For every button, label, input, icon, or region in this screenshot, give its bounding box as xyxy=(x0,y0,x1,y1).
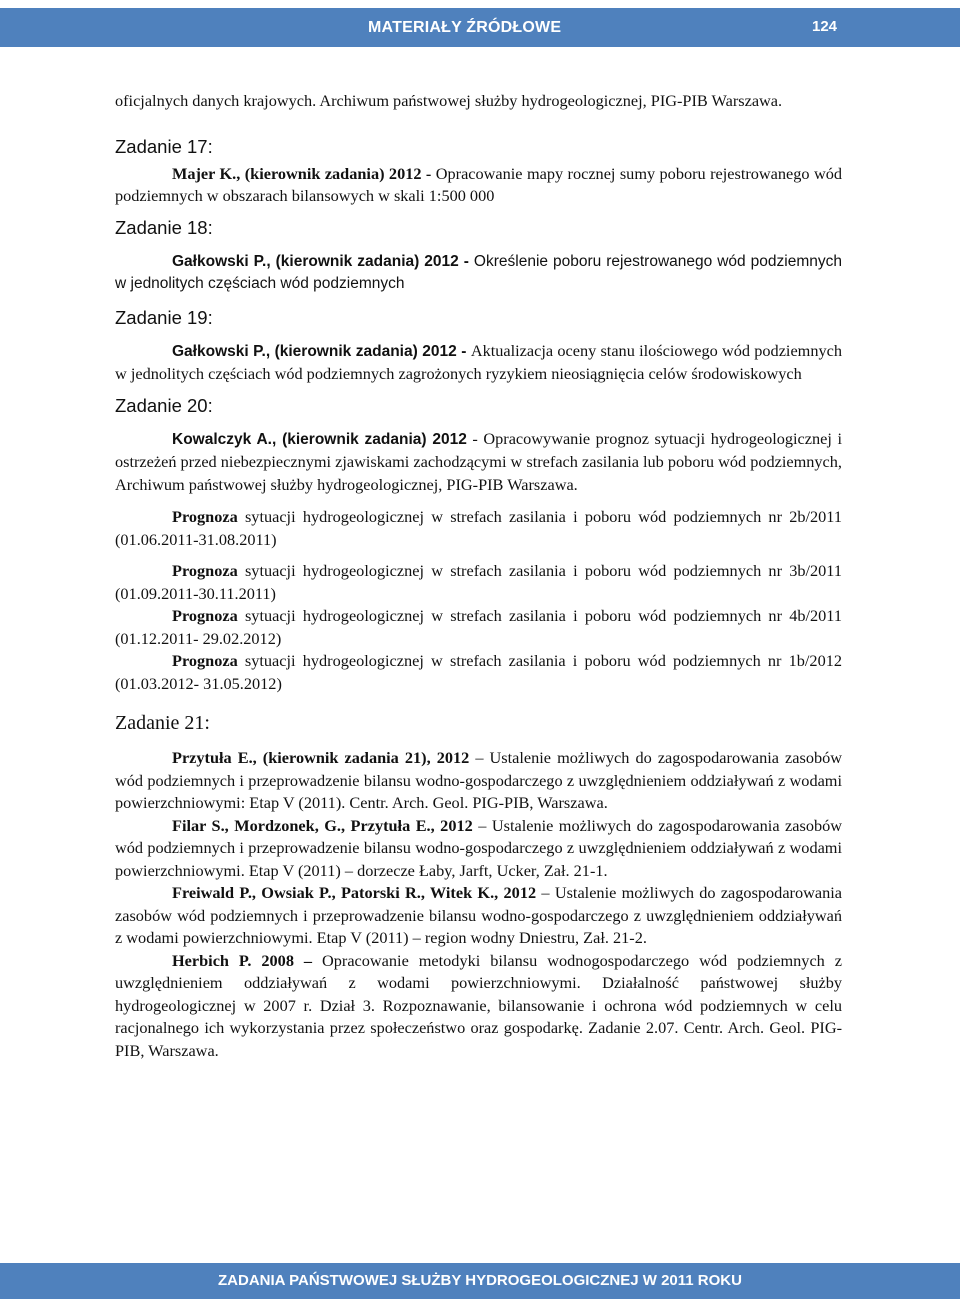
forecast-item xyxy=(115,650,842,695)
heading-zadanie-20: Zadanie 20: xyxy=(115,394,213,416)
reference-text: Opracowanie metodyki bilansu wodnogospodarczego wód podziemnych z uwzględnieniem oddziaływań z wodami powierzchniowymi. Działalność państwowej służby hydrogeologicznej w 2007 r. Dział 3. Rozpoznawanie, bilansowanie i ochrona wód podziemnych w celu racjonalnego ich wykorzystania przez społeczeństwo oraz gospodarkę. Zadanie 2.07. Centr. Arch. Geol. PIG-PIB, Warszawa. xyxy=(115,950,842,1060)
footer-text: ZADANIA PAŃSTWOWEJ SŁUŻBY HYDROGEOLOGICZNEJ W 2011 ROKU xyxy=(218,1272,742,1289)
reference-authors: Freiwald P., Owsiak P., Patorski R., Witek K., 2012 xyxy=(172,883,537,902)
page-content xyxy=(115,90,842,1062)
zadanie-20-entry xyxy=(115,428,842,497)
reference-text: – Ustalenie możliwych do zagospodarowania zasobów wód podziemnych i przeprowadzenie bilansu wodno-gospodarczego z uwzględnieniem oddziaływań z wodami powierzchniowymi: Etap V (2011). Centr. Arch. Geol. PIG-PIB, Warszawa. xyxy=(115,748,842,812)
reference-item xyxy=(115,950,842,1063)
reference-text: – Ustalenie możliwych do zagospodarowania zasobów wód podziemnych i przeprowadzenie bilansu wodno-gospodarczego z uwzględnieniem oddziaływań z wodami powierzchniowymi. Etap V (2011) – dorzecze Łaby, Jarft, Ucker, Zał. 21-1. xyxy=(115,815,842,880)
page-number: 124 xyxy=(812,18,838,35)
zadanie-18-text: Określenie poboru rejestrowanego wód podziemnych w jednolitych częściach wód podziemnych xyxy=(115,252,842,292)
forecast-text: sytuacji hydrogeologicznej w strefach zasilania i poboru wód podziemnych nr 4b/2011 (01.12.2011- 29.02.2012) xyxy=(115,606,842,648)
forecast-label: Prognoza xyxy=(172,606,238,625)
zadanie-18-author: Gałkowski P. xyxy=(172,252,267,270)
zadanie-17-author: Majer K. xyxy=(172,163,237,183)
zadanie-19-author: Gałkowski P. xyxy=(172,342,266,360)
header-title: MATERIAŁY ŹRÓDŁOWE xyxy=(368,19,562,36)
reference-authors: Herbich P. 2008 – xyxy=(172,950,313,970)
zadanie-20-role: , (kierownik zadania) 2012 xyxy=(271,430,467,448)
zadanie-17-role: , (kierownik zadania) 2012 - xyxy=(236,163,436,183)
forecast-item xyxy=(115,605,842,650)
reference-authors: Filar S., Mordzonek, G., Przytuła E., 2012 xyxy=(172,815,473,835)
zadanie-19-entry xyxy=(115,340,842,386)
reference-item xyxy=(115,882,842,950)
page-footer xyxy=(0,1263,960,1299)
reference-text: – Ustalenie możliwych do zagospodarowania zasobów wód podziemnych i przeprowadzenie bilansu wodno-gospodarczego z uwzględnieniem oddziaływań z wodami powierzchniowymi. Etap V (2011) – region wodny Dniestru, Zał. 21-2. xyxy=(115,883,842,947)
heading-zadanie-18: Zadanie 18: xyxy=(115,216,213,238)
zadanie-20-author: Kowalczyk A. xyxy=(172,430,272,448)
page-header xyxy=(0,8,960,47)
forecast-label: Prognoza xyxy=(172,651,238,670)
heading-zadanie-21: Zadanie 21: xyxy=(115,712,210,734)
heading-zadanie-19: Zadanie 19: xyxy=(115,306,213,328)
zadanie-19-text: Aktualizacja oceny stanu ilościowego wód podziemnych w jednolitych częściach wód podziemnych zagrożonych ryzykiem nieosiągnięcia celów środowiskowych xyxy=(115,340,842,383)
zadanie-18-role: , (kierownik zadania) 2012 - xyxy=(266,252,474,270)
heading-zadanie-17: Zadanie 17: xyxy=(115,135,213,157)
reference-authors: Przytuła E., (kierownik zadania 21), 2012 xyxy=(172,748,470,767)
intro-paragraph: oficjalnych danych krajowych. Archiwum państwowej służby hydrogeologicznej, PIG-PIB Warszawa. xyxy=(115,91,783,110)
forecast-label: Prognoza xyxy=(172,507,238,526)
forecast-item xyxy=(115,506,842,551)
zadanie-19-role: , (kierownik zadania) 2012 - xyxy=(265,342,471,360)
forecast-text: sytuacji hydrogeologicznej w strefach zasilania i poboru wód podziemnych nr 1b/2012 (01.03.2012- 31.05.2012) xyxy=(115,651,842,693)
forecast-text: sytuacji hydrogeologicznej w strefach zasilania i poboru wód podziemnych nr 3b/2011 (01.09.2011-30.11.2011) xyxy=(115,561,842,603)
forecast-item xyxy=(115,560,842,605)
zadanie-17-entry xyxy=(115,163,842,208)
forecast-label: Prognoza xyxy=(172,561,238,580)
zadanie-17-text: Opracowanie mapy rocznej sumy poboru rejestrowanego wód podziemnych w obszarach bilansowych w skali 1:500 000 xyxy=(115,163,842,205)
forecast-text: sytuacji hydrogeologicznej w strefach zasilania i poboru wód podziemnych nr 2b/2011 (01.06.2011-31.08.2011) xyxy=(115,507,842,549)
reference-item xyxy=(115,747,842,815)
zadanie-20-text: - Opracowywanie prognoz sytuacji hydrogeologicznej i ostrzeżeń przed niebezpiecznymi zjawiskami zachodzącymi w strefach zasilania lub poboru wód podziemnych, Archiwum państwowej służby hydrogeologicznej, PIG-PIB Warszawa. xyxy=(115,428,842,494)
reference-item xyxy=(115,815,842,883)
zadanie-18-entry xyxy=(115,251,842,296)
